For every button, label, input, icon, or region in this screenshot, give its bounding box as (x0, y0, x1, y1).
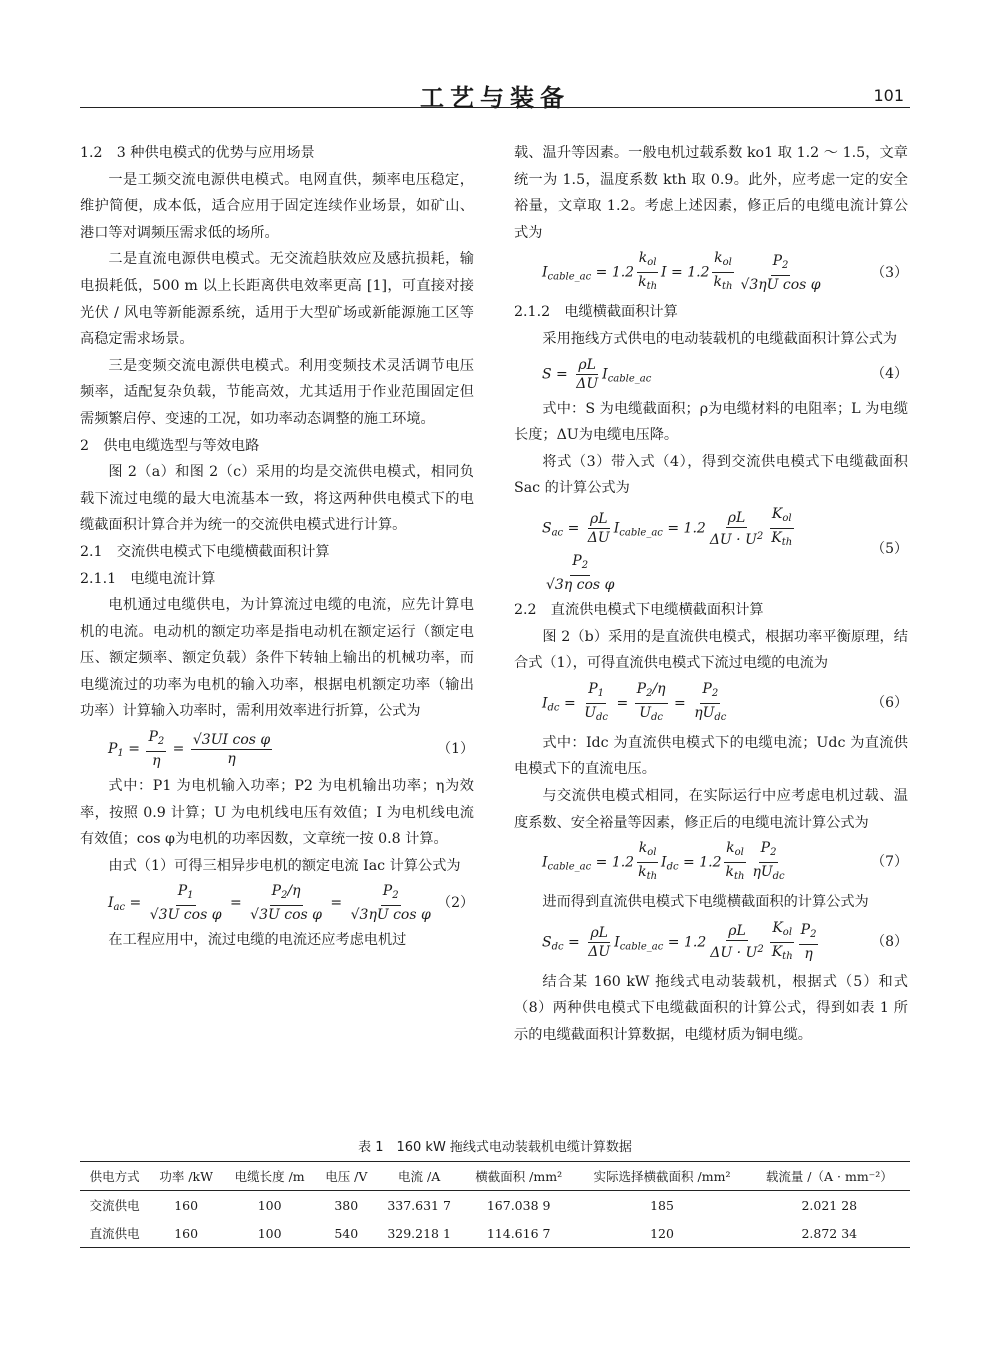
data-table (80, 1161, 910, 1248)
table-cell: 100 (257, 1197, 282, 1213)
paragraph: 载、温升等因素。一般电机过载系数 ko1 取 1.2 ～ 1.5，文章统一为 1.5，温度系数 kth 取 0.9。此外，应考虑一定的安全裕量，文章取 1.2。考虑上述因素，修正后的电缆电流计算公式为 (514, 145, 908, 241)
table-1 (80, 1136, 910, 1248)
table-cell: 337.631 7 (387, 1197, 451, 1213)
section-2-heading: 2 供电电缆选型与等效电路 (80, 437, 260, 454)
column-header: 功率 /kW (149, 1162, 223, 1191)
column-header: 载流量 /（A · mm⁻²） (749, 1162, 910, 1191)
equation-6: $I_{dc}$ = $\frac{P_1}{U_{dc}}$ = $\frac{P_2/\eta}{U_{dc}}$ = $\frac{P_2}{\eta U_{dc}}$ （6） (542, 680, 908, 723)
page-header (80, 70, 910, 112)
section-2-2-heading: 2.2 直流供电模式下电缆横截面积计算 (514, 602, 764, 619)
paragraph: 三是变频交流电源供电模式。利用变频技术灵活调节电压频率，适配复杂负载，节能高效，尤其适用于作业范围固定但需频繁启停、变速的工况，如功率动态调整的施工环境。 (80, 357, 474, 427)
paragraph: 图 2（a）和图 2（c）采用的均是交流供电模式，相同负载下流过电缆的最大电流基本一致，将这两种供电模式下的电缆截面积计算合并为统一的交流供电模式进行计算。 (80, 464, 474, 534)
header-rule (80, 107, 910, 108)
table-row (80, 1219, 910, 1248)
section-2-1-2-heading: 2.1.2 电缆横截面积计算 (514, 304, 678, 321)
equation-number: （3） (871, 264, 908, 281)
equation-number: （6） (871, 695, 908, 712)
table-row (80, 1191, 910, 1220)
table-cell: 329.218 1 (376, 1219, 462, 1248)
page-number: 101 (873, 86, 904, 105)
table-cell: 160 (174, 1197, 199, 1213)
paragraph: 结合某 160 kW 拖线式电动装载机，根据式（5）和式（8）两种供电模式下电缆截面积的计算公式，得到如表 1 所示的电缆截面积计算数据，电缆材质为铜电缆。 (514, 973, 908, 1043)
right-column (514, 140, 908, 1049)
column-header: 实际选择横截面积 /mm² (575, 1162, 748, 1191)
table-caption: 表 1 160 kW 拖线式电动装载机电缆计算数据 (358, 1140, 632, 1155)
section-1-2-heading: 1.2 3 种供电模式的优势与应用场景 (80, 145, 315, 161)
equation-number: （1） (437, 740, 474, 757)
equation-2: $I_{ac}$ = $\frac{P_1}{\text{√3U cos φ}}$ = $\frac{P_2/\eta}{\text{√3U cos φ}}$ = $\frac{P_2}{\text{√3ηU cos φ}}$ （2） (108, 883, 474, 924)
paragraph: 图 2（b）采用的是直流供电模式，根据功率平衡原理，结合式（1），可得直流供电模式下流过电缆的电流为 (514, 628, 908, 672)
equation-8: $S_{dc}$ = $\frac{\rho L}{\Delta U}$ $I_{cable\_ac} = 1.2$ $\frac{\rho L}{\Delta U \cdot U^2}$ $\frac{K_{ol}}{K_{th}}$ $\frac{P_2}{\eta}$ （8） (542, 919, 908, 963)
equation-number: （2） (437, 895, 474, 912)
table-cell: 直流供电 (80, 1219, 149, 1248)
equation-number: （8） (871, 933, 908, 950)
paragraph: 与交流供电模式相同，在实际运行中应考虑电机过载、温度系数、安全裕量等因素，修正后的电缆电流计算公式为 (514, 788, 908, 831)
table-cell: 2.021 28 (801, 1197, 858, 1213)
section-2-1-1-heading: 2.1.1 电缆电流计算 (80, 570, 216, 587)
paragraph: 一是工频交流电源供电模式。电网直供，频率电压稳定，维护简便，成本低，适合应用于固定连续作业场景，如矿山、港口等对调频压需求低的场所。 (80, 171, 474, 241)
table-cell: 540 (316, 1219, 376, 1248)
paragraph: 在工程应用中，流过电缆的电流还应考虑电机过 (108, 932, 407, 949)
paragraph: 式中：P1 为电机输入功率；P2 为电机输出功率；η为效率，按照 0.9 计算；U 为电机线电压有效值；I 为电机线电流有效值；cos φ为电机的功率因数，文章统一按 0.8 计算。 (80, 778, 474, 848)
table-cell: 167.038 9 (486, 1197, 551, 1213)
table-cell: 380 (334, 1197, 359, 1213)
equation-number: （7） (871, 854, 908, 871)
left-column (80, 140, 474, 954)
paragraph: 由式（1）可得三相异步电机的额定电流 Iac 计算公式为 (108, 857, 461, 874)
section-2-1-heading: 2.1 交流供电模式下电缆横截面积计算 (80, 543, 330, 560)
paragraph: 电机通过电缆供电，为计算流过电缆的电流，应先计算电机的电流。电动机的额定功率是指电动机在额定运行（额定电压、额定频率、额定负载）条件下转轴上输出的机械功率，而电缆流过的功率为电机的输入功率，根据电机额定功率（输出功率）计算输入功率时，需利用效率进行折算，公式为 (80, 597, 474, 720)
equation-7: $I_{cable\_ac} = 1.2$ $\frac{k_{ol}}{k_{th}}$ $I_{dc} = 1.2$ $\frac{k_{ol}}{k_{th}}$ $\frac{P_2}{\eta U_{dc}}$ （7） (542, 840, 908, 883)
table-cell: 160 (149, 1219, 223, 1248)
equation-number: （5） (871, 541, 908, 558)
table-cell: 114.616 7 (462, 1219, 575, 1248)
equation-5: $S_{ac}$ = $\frac{\rho L}{\Delta U}$ $I_{cable\_ac} = 1.2$ $\frac{\rho L}{\Delta U \cdot U^2}$ $\frac{K_{ol}}{K_{th}}$ $\frac{P_2}{\text{√3η cos φ}}$ （5） (542, 506, 908, 594)
column-header: 电缆长度 /m (223, 1162, 316, 1191)
table-header-row (80, 1162, 910, 1191)
table-cell: 交流供电 (89, 1198, 140, 1213)
paragraph: 式中：S 为电缆截面积；ρ为电缆材料的电阻率；L 为电缆长度；ΔU为电缆电压降。 (514, 400, 908, 444)
paragraph: 进而得到直流供电模式下电缆横截面积的计算公式为 (542, 894, 869, 911)
column-header: 电压 /V (316, 1162, 376, 1191)
equation-3: $I_{cable\_ac} = 1.2$ $\frac{k_{ol}}{k_{th}}$ I = 1.2 $\frac{k_{ol}}{k_{th}}$ $\frac{P_2}{\text{√3ηU cos φ}}$ （3） (542, 250, 908, 293)
equation-4: S = $\frac{\rho L}{\Delta U}$ $I_{cable\_ac}$ （4） (542, 356, 908, 392)
journal-section-title: 工艺与装备 (420, 84, 570, 112)
table-cell: 2.872 34 (749, 1219, 910, 1248)
paragraph: 采用拖线方式供电的电动装载机的电缆截面积计算公式为 (542, 330, 898, 347)
paragraph: 式中：Idc 为直流供电模式下的电缆电流；Udc 为直流供电模式下的直流电压。 (514, 734, 908, 778)
equation-number: （4） (871, 365, 908, 382)
table-cell: 100 (223, 1219, 316, 1248)
column-header: 横截面积 /mm² (462, 1162, 575, 1191)
equation-1: $P_1$ = $\frac{P_2}{\eta}$ = $\frac{\text{√3UI cos φ}}{\eta}$ （1） (108, 729, 474, 770)
column-header: 电流 /A (376, 1162, 462, 1191)
paragraph: 二是直流电源供电模式。无交流趋肤效应及感抗损耗，输电损耗低，500 m 以上长距离供电效率更高 [1]，可直接对接光伏 / 风电等新能源系统，适用于大型矿场或新能源施工区等高稳定需求场景。 (80, 251, 474, 348)
paragraph: 将式（3）带入式（4），得到交流供电模式下电缆截面积 Sac 的计算公式为 (514, 453, 908, 497)
table-cell: 120 (575, 1219, 748, 1248)
table-cell: 185 (650, 1197, 674, 1213)
column-header: 供电方式 (80, 1162, 149, 1191)
